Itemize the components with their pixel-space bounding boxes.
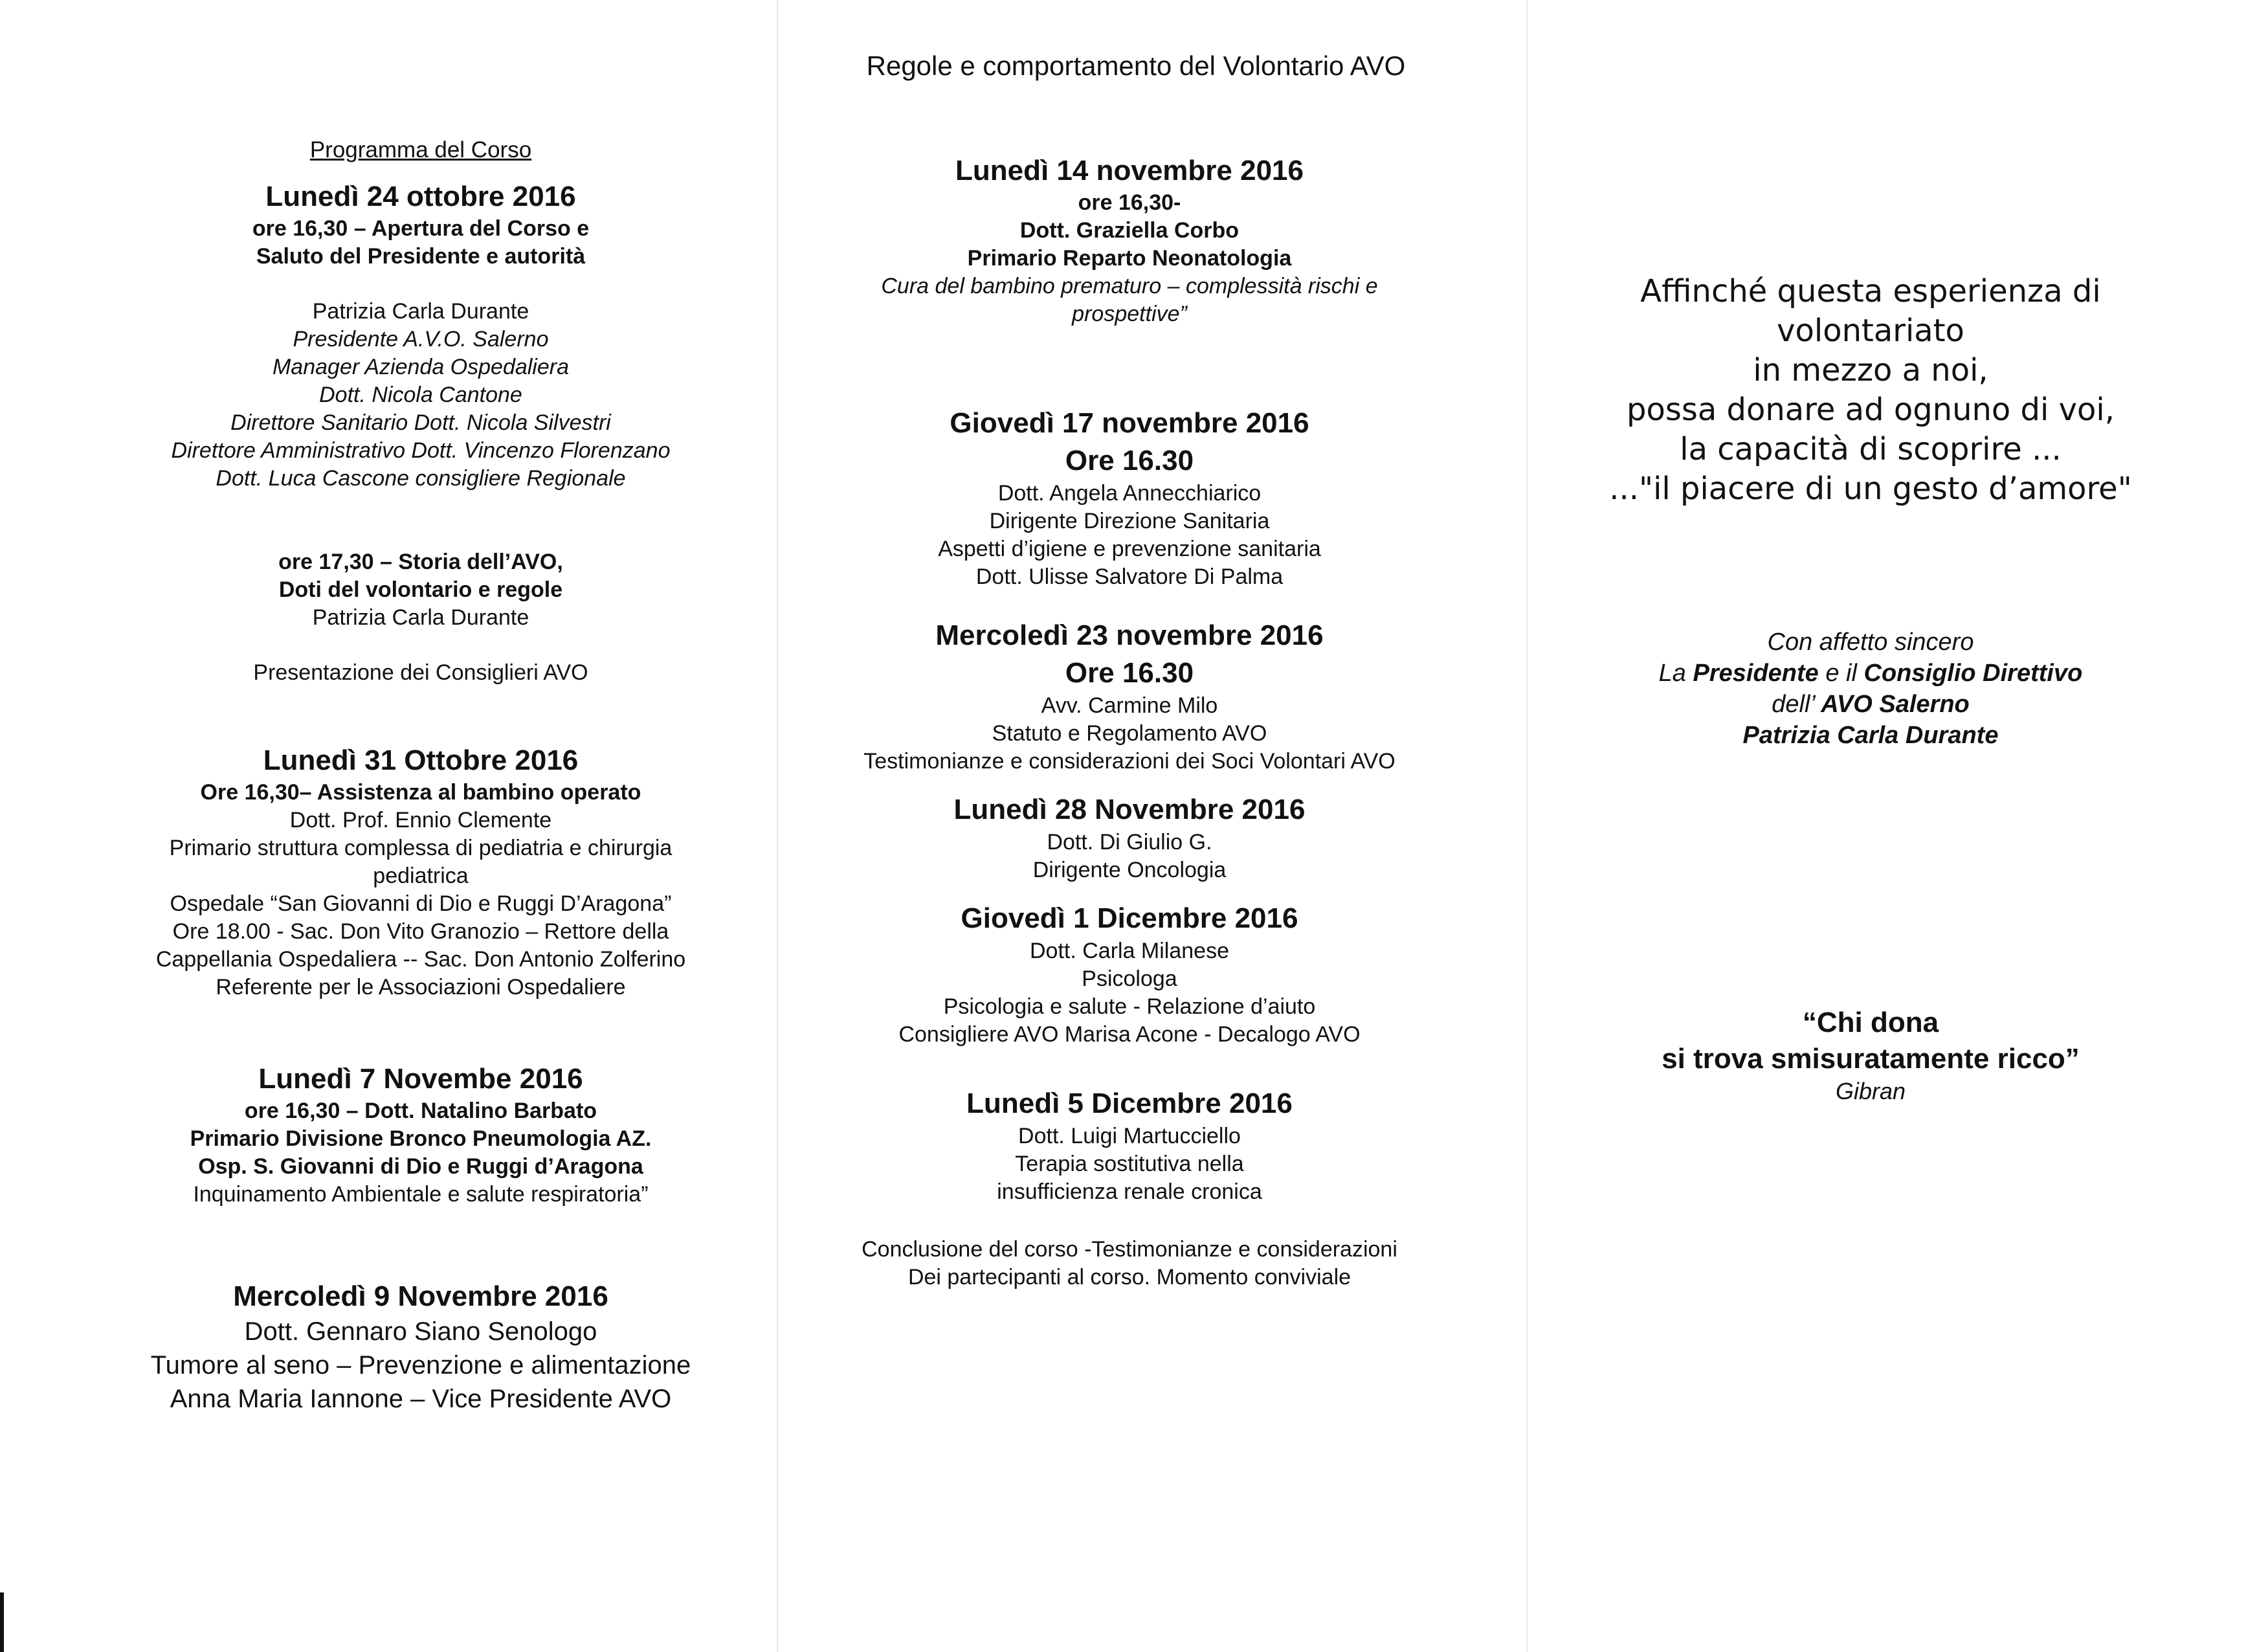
signature-block: [1547, 627, 2194, 751]
session-date: Giovedì 1 Dicembre 2016: [961, 902, 1298, 934]
session-line: Dott. Prof. Ennio Clemente: [289, 808, 552, 832]
session-line: Cappellania Ospedaliera -- Sac. Don Antonio Zolferino: [155, 947, 686, 972]
session-line: Psicologia e salute - Relazione d’aiuto: [943, 994, 1316, 1019]
page-header: Regole e comportamento del Volontario AVO: [866, 50, 1406, 81]
signature-text: Consiglio Direttivo: [1863, 660, 2083, 687]
session-date: Lunedì 28 Novembre 2016: [953, 794, 1306, 825]
session-line: Psicologa: [1082, 966, 1177, 991]
session-line: Dott. Luigi Martucciello: [1018, 1124, 1241, 1148]
session-line: Doti del volontario e regole: [278, 577, 563, 602]
session-line: ore 16,30-: [1078, 190, 1181, 215]
session-line: Dott. Angela Annecchiarico: [997, 481, 1262, 506]
session-line: Ore 16,30– Assistenza al bambino operato: [200, 780, 641, 805]
quote-line: Affinché questa esperienza di: [1640, 273, 2101, 309]
quote-line: possa donare ad ognuno di voi,: [1627, 392, 2115, 428]
session-line: Dott. Gennaro Siano Senologo: [244, 1317, 597, 1346]
speaker-line: Dott. Nicola Cantone: [319, 383, 522, 407]
signature-line: [1547, 689, 2194, 720]
session-date: Lunedì 31 Ottobre 2016: [263, 744, 579, 776]
session-line: Primario struttura complessa di pediatria e chirurgia: [169, 836, 673, 860]
session-line: Ore 18.00 - Sac. Don Vito Granozio – Rettore della: [172, 919, 669, 944]
speaker-line: Presidente A.V.O. Salerno: [293, 327, 549, 352]
session-time: Ore 16.30: [1065, 657, 1194, 689]
session-line: Dirigente Direzione Sanitaria: [989, 509, 1270, 533]
session-line: Terapia sostitutiva nella: [1015, 1152, 1244, 1176]
speaker-line: Dott. Luca Cascone consigliere Regionale: [216, 466, 626, 491]
speaker-line: Manager Azienda Ospedaliera: [272, 355, 570, 379]
session-line: Anna Maria Iannone – Vice Presidente AVO: [170, 1385, 672, 1413]
session-date: Mercoledì 9 Novembre 2016: [233, 1280, 608, 1312]
session-line: Avv. Carmine Milo: [1041, 693, 1218, 718]
session-date: Lunedì 7 Novembe 2016: [258, 1063, 583, 1095]
session-line: Primario Divisione Bronco Pneumologia AZ.: [190, 1126, 652, 1151]
session-line: insufficienza renale cronica: [997, 1179, 1262, 1204]
session-line: Primario Reparto Neonatologia: [967, 246, 1292, 271]
session-line: Inquinamento Ambientale e salute respiratoria”: [193, 1182, 649, 1207]
signature-line: Con affetto sincero: [1767, 629, 1974, 656]
quote-line: ..."il piacere di un gesto d’amore": [1609, 471, 2132, 507]
session-date: Lunedì 24 ottobre 2016: [265, 181, 576, 212]
gibran-quote-block: [1547, 1005, 2194, 1106]
quote-line: in mezzo a noi,: [1753, 352, 1988, 388]
session-line: prospettive”: [1072, 302, 1187, 326]
speaker-line: Patrizia Carla Durante: [312, 299, 529, 324]
gibran-author: Gibran: [1835, 1078, 1906, 1104]
session-line: Cura del bambino prematuro – complessità rischi e: [881, 274, 1378, 298]
gibran-quote-line: si trova smisuratamente ricco”: [1662, 1043, 2080, 1075]
session-date: Lunedì 14 novembre 2016: [955, 155, 1304, 186]
session-line: Presentazione dei Consiglieri AVO: [253, 660, 588, 685]
session-date: Lunedì 5 Dicembre 2016: [966, 1088, 1293, 1119]
session-line: Testimonianze e considerazioni dei Soci Volontari AVO: [863, 749, 1395, 774]
column-middle: [803, 153, 1456, 1291]
session-time: Ore 16.30: [1065, 445, 1194, 476]
signature-text: Presidente: [1693, 660, 1819, 687]
session-line: Tumore al seno – Prevenzione e alimentazione: [150, 1351, 691, 1379]
speaker-line: Direttore Amministrativo Dott. Vincenzo Florenzano: [171, 438, 671, 463]
quote-line: volontariato: [1777, 313, 1964, 349]
quote-line: la capacità di scoprire ...: [1680, 431, 2062, 467]
session-date: Giovedì 17 novembre 2016: [950, 407, 1309, 439]
signature-line: [1547, 658, 2194, 689]
session-line: Dott. Ulisse Salvatore Di Palma: [975, 564, 1284, 589]
scan-edge-mark: [0, 1592, 4, 1652]
closing-line: Conclusione del corso -Testimonianze e considerazioni: [862, 1237, 1397, 1262]
session-line: Ospedale “San Giovanni di Dio e Ruggi D’Aragona”: [170, 891, 672, 916]
session-line: ore 16,30 – Dott. Natalino Barbato: [244, 1099, 597, 1123]
session-line: Dott. Graziella Corbo: [1019, 218, 1240, 243]
signature-text: AVO Salerno: [1821, 691, 1970, 718]
session-line: Dirigente Oncologia: [1032, 858, 1227, 882]
fold-line-left: [777, 0, 778, 1652]
session-line: Patrizia Carla Durante: [312, 605, 529, 630]
session-line: ore 16,30 – Apertura del Corso e: [252, 216, 590, 241]
session-line: Aspetti d’igiene e prevenzione sanitaria: [938, 537, 1321, 561]
closing-line: Dei partecipanti al corso. Momento conviviale: [907, 1265, 1351, 1289]
session-date: Mercoledì 23 novembre 2016: [935, 620, 1324, 651]
column-right: [1547, 272, 2194, 509]
session-line: pediatrica: [373, 864, 469, 888]
session-line: Referente per le Associazioni Ospedaliere: [216, 975, 626, 999]
fold-line-right: [1526, 0, 1528, 1652]
session-line: ore 17,30 – Storia dell’AVO,: [278, 550, 563, 574]
program-title: Programma del Corso: [309, 137, 532, 162]
session-line: Consigliere AVO Marisa Acone - Decalogo AVO: [898, 1022, 1361, 1047]
session-line: Statuto e Regolamento AVO: [992, 721, 1267, 746]
session-line: Saluto del Presidente e autorità: [256, 244, 586, 269]
session-line: Dott. Di Giulio G.: [1047, 830, 1212, 854]
speaker-line: Direttore Sanitario Dott. Nicola Silvestri: [230, 410, 611, 435]
signature-text: e il: [1818, 660, 1864, 687]
gibran-quote-line: “Chi dona: [1802, 1007, 1939, 1038]
signature-text: La: [1658, 660, 1693, 687]
session-line: Osp. S. Giovanni di Dio e Ruggi d’Aragona: [198, 1154, 643, 1179]
signature-text: dell’: [1772, 691, 1821, 718]
column-left: [78, 136, 764, 1416]
session-line: Dott. Carla Milanese: [1029, 939, 1229, 963]
signature-name: Patrizia Carla Durante: [1742, 722, 1999, 749]
